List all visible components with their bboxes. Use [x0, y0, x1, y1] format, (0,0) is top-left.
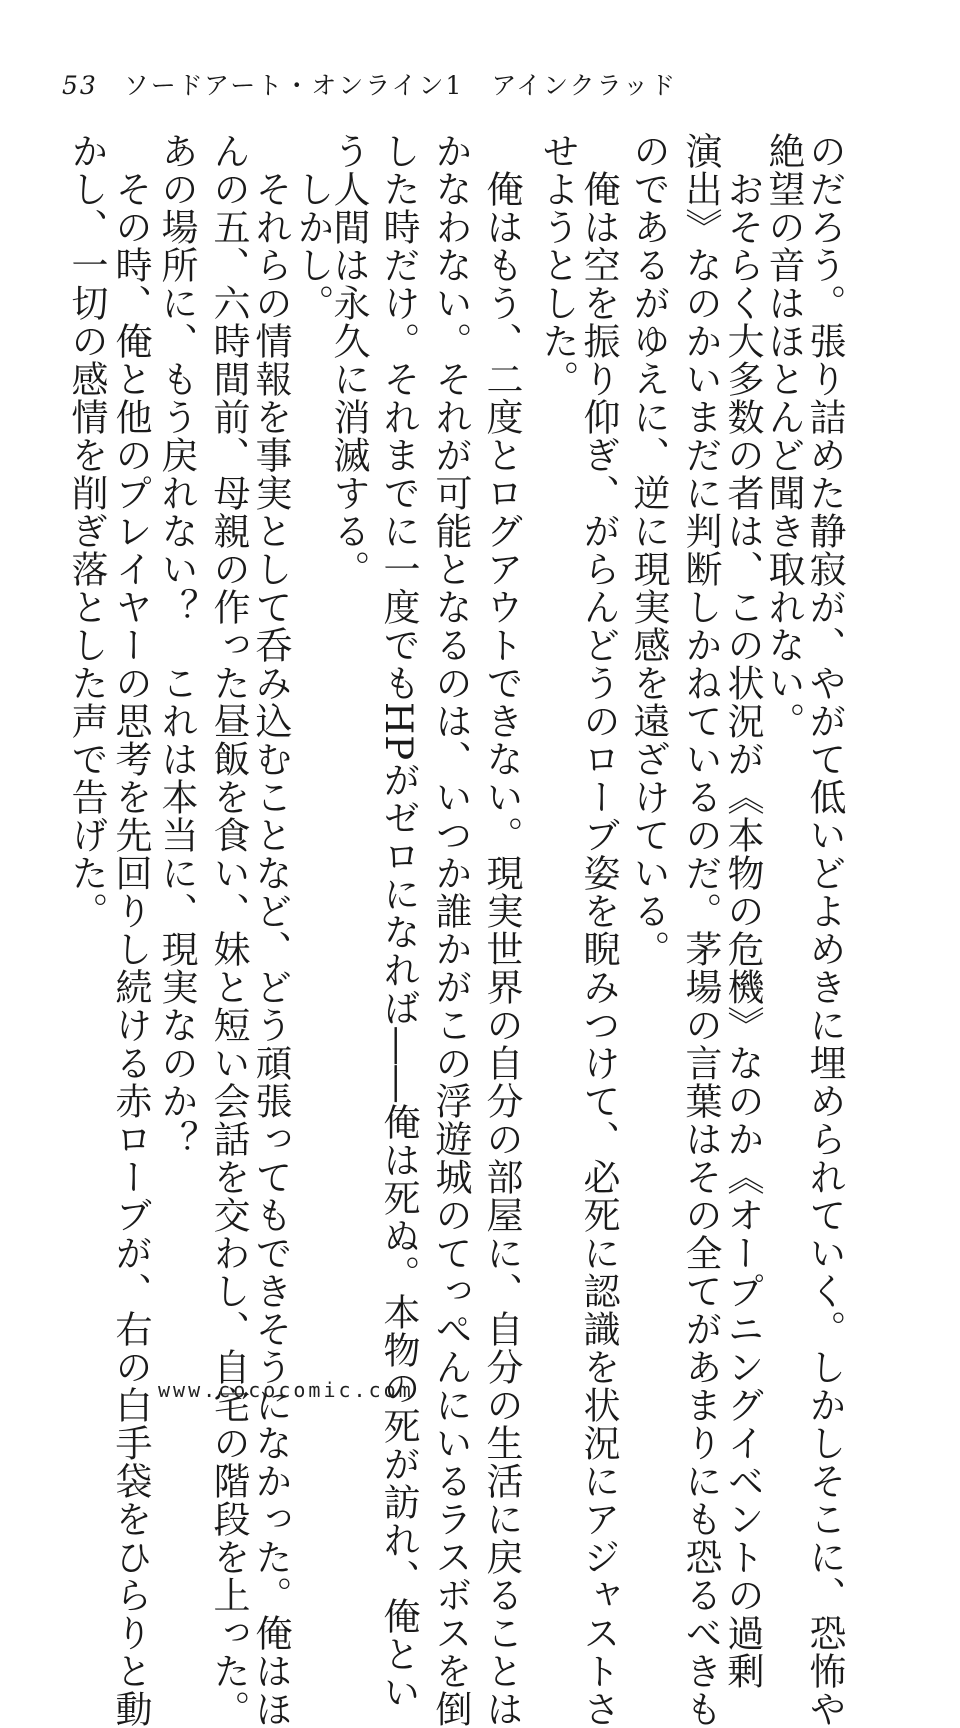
page-header — [62, 66, 677, 102]
text-column: あの場所に、もう戻れない？ これは本当に、現実なのか？ — [155, 132, 198, 1158]
text-column: その時、俺と他のプレイヤーの思考を先回りし続ける赤ローブが、右の白手袋をひらりと動 — [109, 170, 152, 1728]
watermark: www.cococomic.com — [158, 1378, 414, 1402]
text-column: 絶望の音はほとんど聞き取れない。 — [762, 132, 805, 740]
book-title: ソードアート・オンライン1 — [123, 71, 464, 100]
text-column: のだろう。張り詰めた静寂が、やがて低いどよめきに埋められていく。しかしそこに、恐怖や — [803, 132, 846, 1728]
text-column: 俺はもう、二度とログアウトできない。現実世界の自分の部屋に、自分の生活に戻ることは — [480, 170, 523, 1728]
text-column: せようとした。 — [536, 132, 579, 398]
text-column: 演出》なのかいまだに判断しかねているのだ。茅場の言葉はその全てがあまりにも恐るべきも — [679, 132, 722, 1728]
text-column: した時だけ。それまでに一度でもHPがゼロになれば――俺は死ぬ。本物の死が訪れ、俺とい — [377, 132, 420, 1712]
text-column: 俺は空を振り仰ぎ、がらんどうのローブ姿を睨みつけて、必死に認識を状況にアジャストさ — [577, 170, 620, 1728]
text-column: おそらく大多数の者は、この状況が《本物の危機》なのか《オープニングイベントの過剰 — [721, 170, 764, 1690]
text-column: それらの情報を事実として呑み込むことなど、どう頑張ってもできそうになかった。俺はほ — [249, 170, 292, 1728]
page-number: 53 — [62, 71, 98, 100]
text-column: のであるがゆえに、逆に現実感を遠ざけている。 — [627, 132, 670, 968]
text-column: かし、一切の感情を削ぎ落とした声で告げた。 — [65, 132, 108, 930]
text-column: かなわない。それが可能となるのは、いつか誰かがこの浮遊城のてっぺんにいるラスボスを倒 — [429, 132, 472, 1728]
text-column: しかし。 — [291, 170, 334, 322]
volume-title: アインクラッド — [491, 71, 678, 100]
text-column: んの五、六時間前、母親の作った昼飯を食い、妹と短い会話を交わし、自宅の階段を上った。 — [207, 132, 250, 1728]
text-column: う人間は永久に消滅する。 — [327, 132, 370, 588]
